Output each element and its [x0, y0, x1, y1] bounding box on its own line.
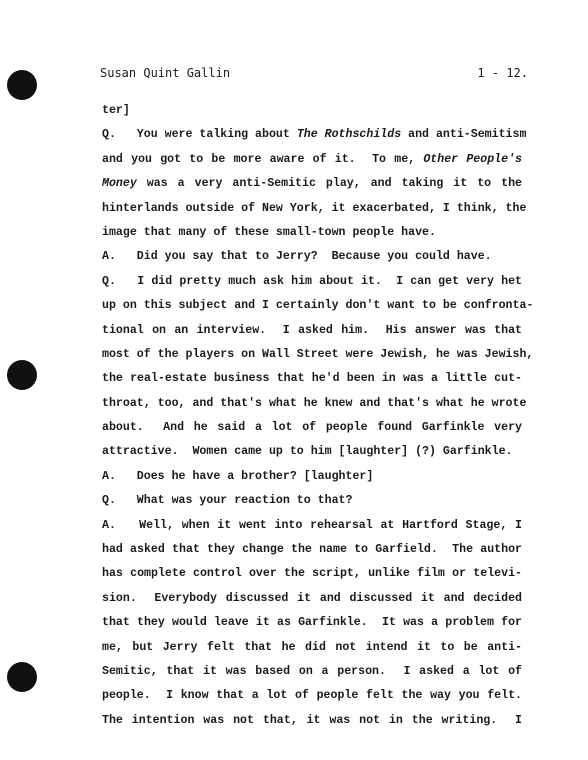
transcript-line: tional on an interview. I asked him. His answer was that [102, 323, 522, 337]
interviewee-name: Susan Quint Gallin [100, 66, 231, 80]
transcript-line: Money was a very anti-Semitic play, and taking it to the [102, 177, 522, 191]
transcript-line: A. Well, when it went into rehearsal at Hartford Stage, I [102, 518, 522, 532]
transcript-line: most of the players on Wall Street were Jewish, he was Jewish, [102, 347, 534, 361]
transcript-line: Q. I did pretty much ask him about it. I can get very het [102, 274, 522, 288]
page-header [100, 66, 528, 82]
transcript-line: hinterlands outside of New York, it exacerbated, I think, the [102, 201, 527, 215]
transcript-line: Q. You were talking about The Rothschilds and anti-Semitism [102, 128, 527, 142]
punch-hole [7, 662, 37, 692]
transcript-line: the real-estate business that he'd been in was a little cut- [102, 372, 522, 386]
transcript-line: ter] [102, 104, 130, 117]
play-title: The Rothschilds [296, 128, 402, 142]
transcript-line: had asked that they change the name to Garfield. The author [102, 543, 522, 557]
play-title: Other People's [423, 152, 522, 166]
punch-hole [7, 360, 37, 390]
transcript-line: attractive. Women came up to him [laughter] (?) Garfinkle. [102, 445, 513, 459]
page-number: 1 - 12. [477, 66, 528, 80]
punch-hole [7, 70, 37, 100]
transcript-line: up on this subject and I certainly don't want to be confronta- [102, 299, 534, 313]
transcript-line: A. Does he have a brother? [laughter] [102, 469, 374, 483]
transcript-line: people. I know that a lot of people felt the way you felt. [102, 689, 522, 703]
transcript-line: about. And he said a lot of people found Garfinkle very [102, 421, 522, 435]
play-title: Money [102, 177, 137, 191]
transcript-line: throat, too, and that's what he knew and that's what he wrote [102, 396, 527, 410]
transcript-line: Semitic, that it was based on a person. I asked a lot of [102, 664, 522, 678]
transcript-body [102, 99, 534, 733]
transcript-line: A. Did you say that to Jerry? Because you could have. [102, 250, 492, 264]
transcript-line: that they would leave it as Garfinkle. It was a problem for [102, 616, 522, 630]
transcript-line: and you got to be more aware of it. To me, Other People's [102, 152, 522, 166]
transcript-line: me, but Jerry felt that he did not intend it to be anti- [102, 640, 522, 654]
transcript-line: has complete control over the script, unlike film or televi- [102, 567, 522, 581]
transcript-line: sion. Everybody discussed it and discussed it and decided [102, 591, 522, 605]
transcript-line: Q. What was your reaction to that? [102, 494, 353, 508]
transcript-line: image that many of these small-town people have. [102, 225, 436, 239]
transcript-line: The intention was not that, it was not in the writing. I [102, 713, 522, 727]
